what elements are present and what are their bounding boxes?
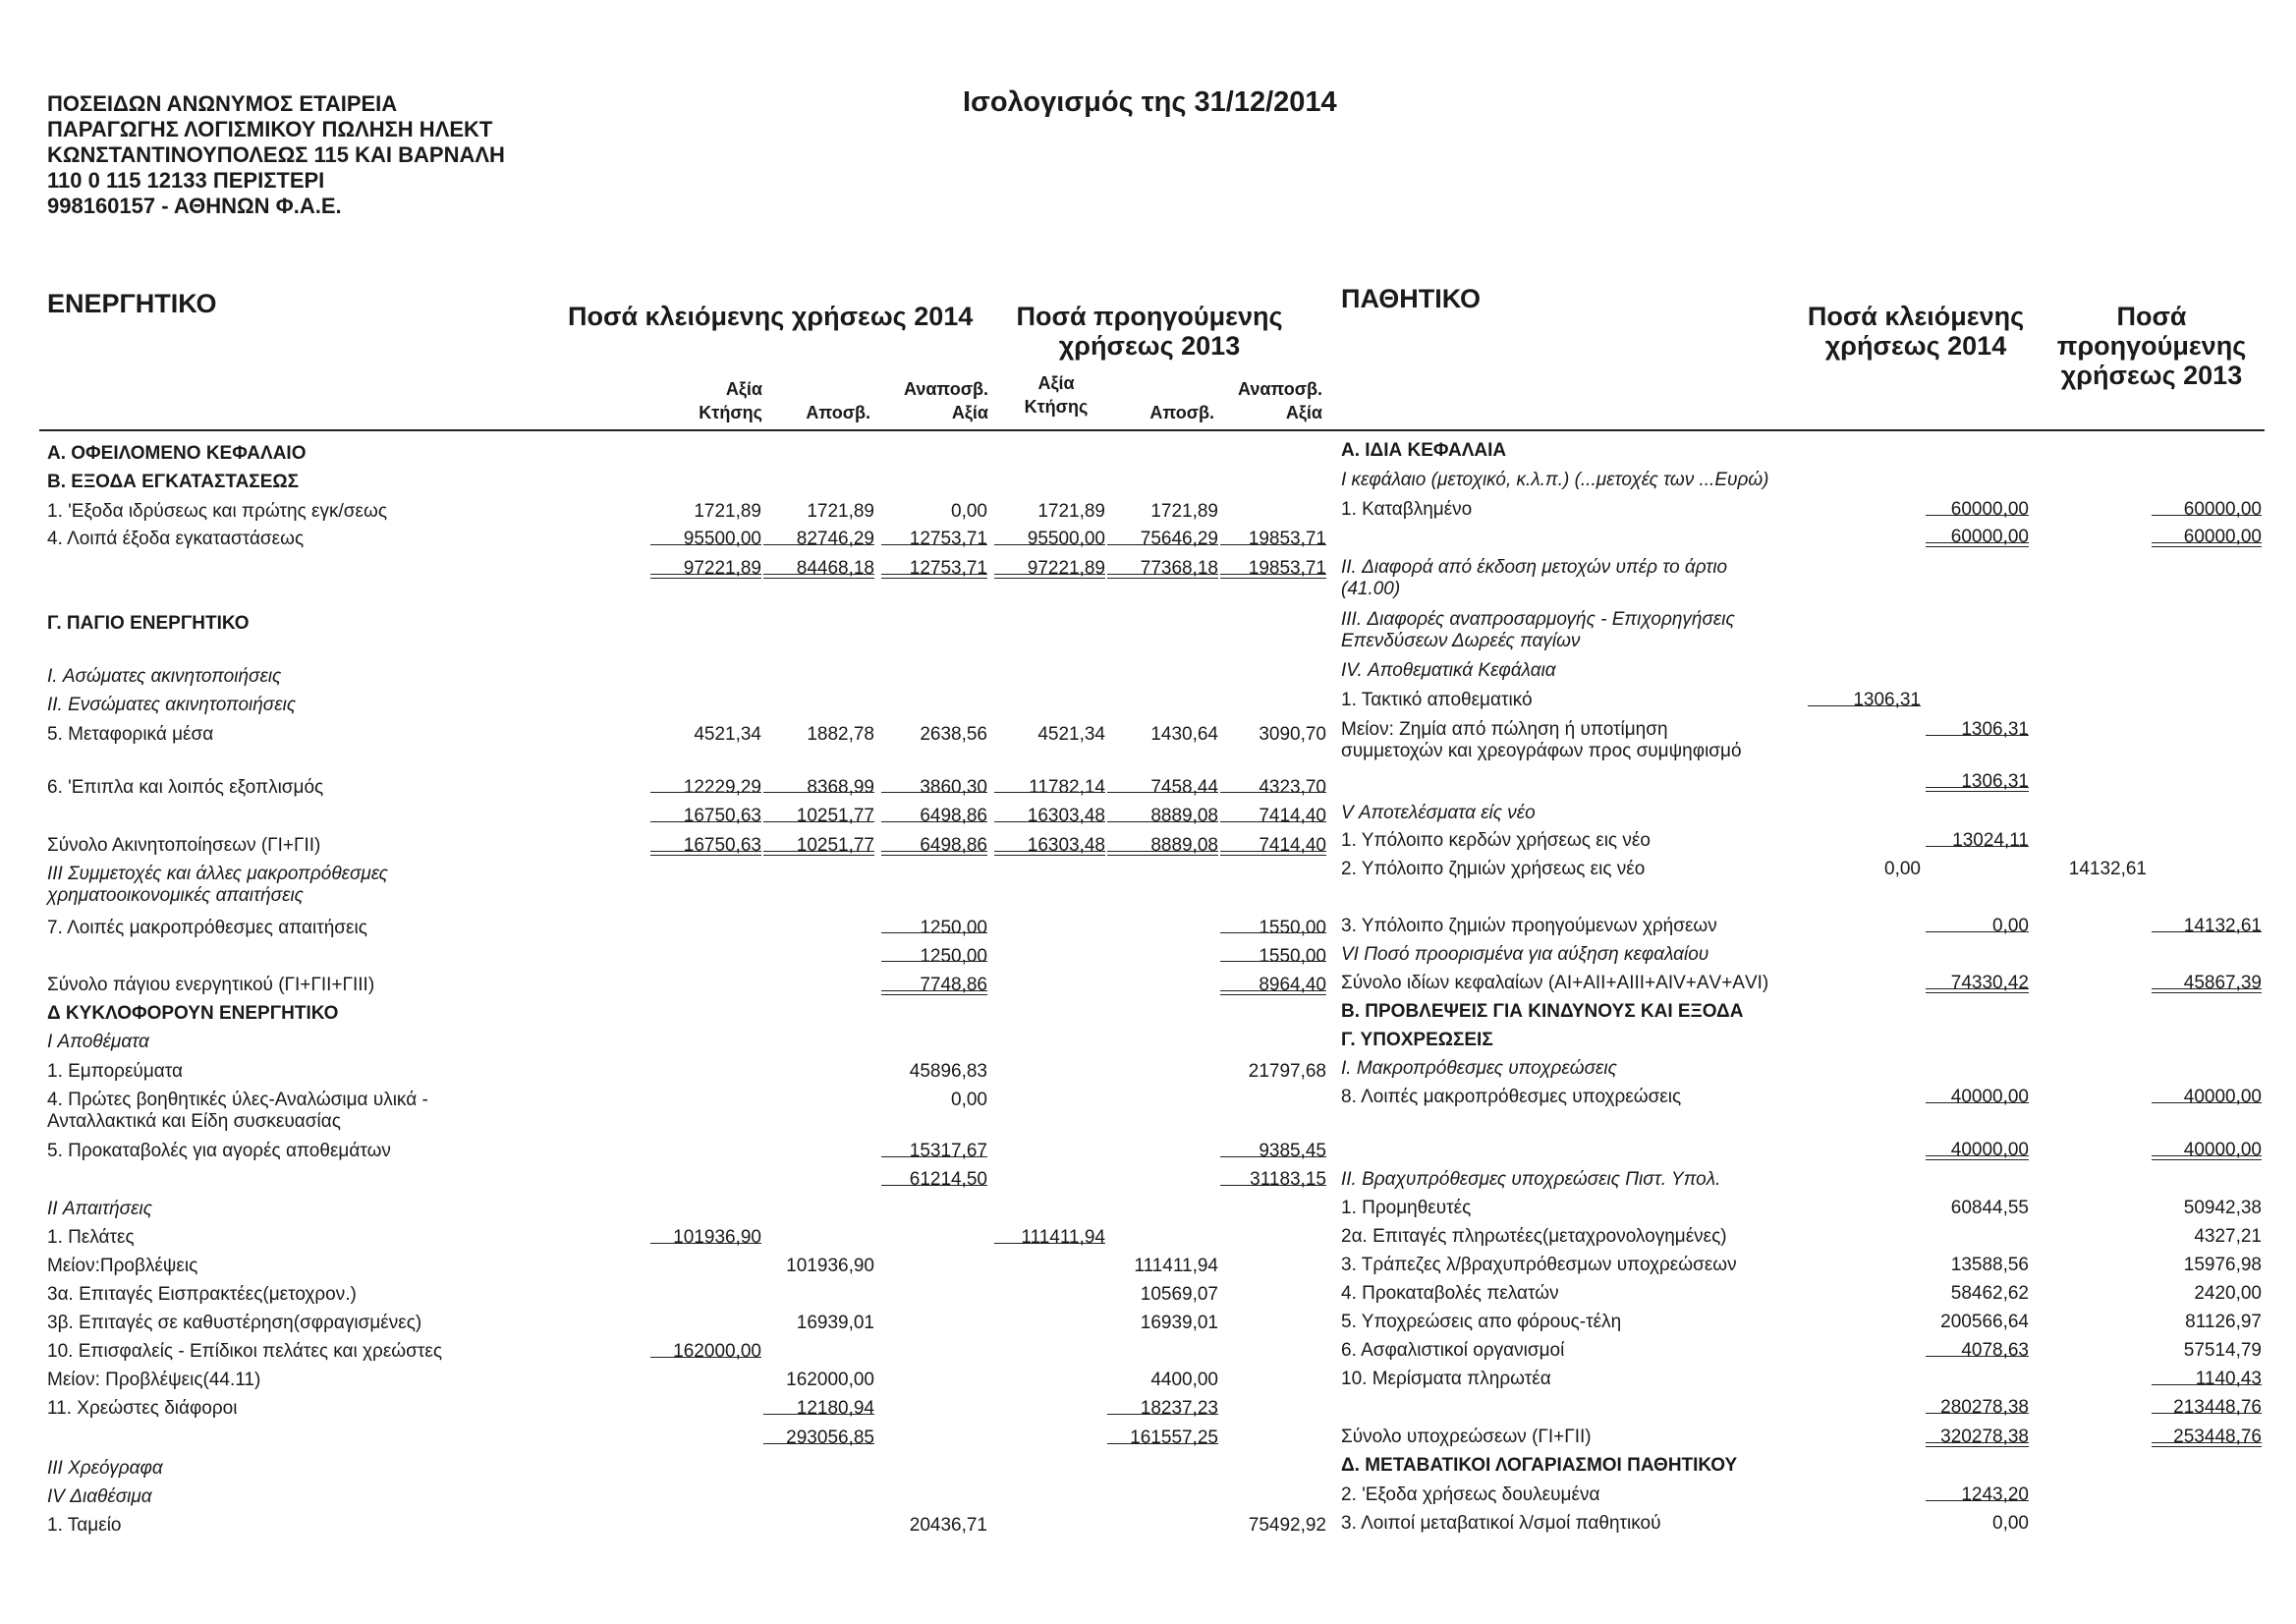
underline-rule xyxy=(1926,1446,2029,1447)
asset-value-c3: 2638,56 xyxy=(920,724,987,745)
underline-rule xyxy=(1926,735,2029,736)
underline-rule xyxy=(1107,574,1218,575)
underline-rule xyxy=(763,1443,874,1444)
asset-value-c5: 1721,89 xyxy=(1150,501,1218,522)
asset-row-label: 1. 'Εξοδα ιδρύσεως και πρώτης εγκ/σεως xyxy=(47,501,387,522)
liability-row-label: IV. Αποθεματικά Κεφάλαια xyxy=(1341,660,1556,681)
asset-value-c6: 31183,15 xyxy=(1250,1169,1326,1190)
company-tax-id: 998160157 - ΑΘΗΝΩΝ Φ.Α.Ε. xyxy=(47,194,342,218)
asset-row-label: 10. Επισφαλείς - Επίδικοι πελάτες και χρεώστες xyxy=(47,1341,442,1362)
asset-value-c5: 10569,07 xyxy=(1140,1284,1218,1305)
underline-rule xyxy=(650,821,761,822)
liability-value-c2: 60000,00 xyxy=(1950,527,2029,547)
underline-rule xyxy=(1220,855,1326,856)
underline-rule xyxy=(1220,994,1326,995)
company-postal: 110 0 115 12133 ΠΕΡΙΣΤΕΡΙ xyxy=(47,168,325,193)
liability-row-label: 2. Υπόλοιπο ζημιών χρήσεως εις νέο xyxy=(1341,859,1646,879)
underline-rule xyxy=(1107,1414,1218,1415)
underline-rule xyxy=(650,855,761,856)
asset-value-c6: 7414,40 xyxy=(1259,835,1326,856)
col-header-aposv-2013: Αποσβ. xyxy=(1149,403,1214,422)
underline-rule xyxy=(2152,988,2262,989)
liability-row-label: Γ. ΥΠΟΧΡΕΩΣΕΙΣ xyxy=(1341,1030,1493,1050)
asset-value-c5: 8889,08 xyxy=(1150,835,1218,856)
asset-row-label: 4. Λοιπά έξοδα εγκαταστάσεως xyxy=(47,529,305,549)
liability-row-label: Ι κεφάλαιο (μετοχικό, κ.λ.π.) (...μετοχές των ...Ευρώ) xyxy=(1341,470,1769,490)
underline-rule xyxy=(1220,792,1326,793)
col-header-anapos-2013-b: Αξία xyxy=(1285,403,1322,422)
liab-current-year-header-line1: Ποσά κλειόμενης xyxy=(1807,302,2025,331)
underline-rule xyxy=(994,792,1105,793)
underline-rule xyxy=(1220,1156,1326,1157)
col-header-ktisis-2014-b: Κτήσης xyxy=(699,403,762,422)
asset-value-c1: 12229,29 xyxy=(683,777,761,798)
underline-rule xyxy=(763,792,874,793)
asset-value-c6: 8964,40 xyxy=(1259,975,1326,995)
liability-row-label: 1. Υπόλοιπο κερδών χρήσεως εις νέο xyxy=(1341,830,1651,851)
liability-row-label: 2α. Επιταγές πληρωτέες(μεταχρονολογημένες) xyxy=(1341,1226,1727,1247)
asset-row-label: χρηματοοικονομικές απαιτήσεις xyxy=(47,885,304,906)
asset-value-c1: 16750,63 xyxy=(683,835,761,856)
asset-row-label: Δ ΚΥΚΛΟΦΟΡΟΥΝ ΕΝΕΡΓΗΤΙΚΟ xyxy=(47,1003,339,1024)
header-divider xyxy=(39,429,2265,431)
asset-value-c6: 19853,71 xyxy=(1248,558,1326,579)
asset-value-c3: 1250,00 xyxy=(920,946,987,967)
underline-rule xyxy=(1107,792,1218,793)
asset-value-c3: 3860,30 xyxy=(920,777,987,798)
liability-value-c2: 40000,00 xyxy=(1950,1087,2029,1107)
col-header-ktisis-2013-b: Κτήσης xyxy=(1024,397,1089,417)
underline-rule xyxy=(881,578,987,579)
liab-prev-year-header-line3: χρήσεως 2013 xyxy=(2060,361,2243,390)
underline-rule xyxy=(1926,988,2029,989)
liability-row-label: Σύνολο ιδίων κεφαλαίων (ΑΙ+ΑΙΙ+ΑΙΙΙ+ΑΙV+ΑV+ΑVΙ) xyxy=(1341,973,1769,993)
asset-row-label: III Συμμετοχές και άλλες μακροπρόθεσμες xyxy=(47,864,388,884)
underline-rule xyxy=(650,574,761,575)
underline-rule xyxy=(2152,931,2262,932)
asset-value-c5: 16939,01 xyxy=(1140,1313,1218,1333)
liab-current-year-header-line2: χρήσεως 2014 xyxy=(1824,331,2007,361)
underline-rule xyxy=(1220,574,1326,575)
asset-value-c4: 95500,00 xyxy=(1027,529,1105,549)
asset-row-label: III Χρεόγραφα xyxy=(47,1458,163,1479)
asset-row-label: 11. Χρεώστες διάφοροι xyxy=(47,1398,238,1419)
col-header-ktisis-2014: Αξία xyxy=(725,379,762,399)
liability-value-c1: 1306,31 xyxy=(1853,690,1921,710)
underline-rule xyxy=(1220,851,1326,852)
underline-rule xyxy=(2152,1384,2262,1385)
asset-value-c1: 4521,34 xyxy=(694,724,761,745)
liability-row-label: (41.00) xyxy=(1341,579,1401,599)
asset-value-c4: 4521,34 xyxy=(1037,724,1105,745)
liability-value-c2: 40000,00 xyxy=(1950,1140,2029,1160)
underline-rule xyxy=(1220,821,1326,822)
liability-row-label: II. Βραχυπρόθεσμες υποχρεώσεις Πιστ. Υπολ. xyxy=(1341,1169,1721,1190)
asset-row-label: I Αποθέματα xyxy=(47,1032,149,1052)
underline-rule xyxy=(1220,544,1326,545)
asset-value-c1: 16750,63 xyxy=(683,806,761,826)
asset-value-c3: 45896,83 xyxy=(909,1061,987,1082)
underline-rule xyxy=(763,821,874,822)
liability-row-label: 3. Υπόλοιπο ζημιών προηγούμενων χρήσεων xyxy=(1341,916,1717,936)
liab-prev-year-header-line1: Ποσά xyxy=(2116,302,2187,331)
liability-value-c2: 58462,62 xyxy=(1950,1283,2029,1304)
underline-rule xyxy=(650,1243,761,1244)
asset-row-label: 3α. Επιταγές Εισπρακτέες(μετοχρον.) xyxy=(47,1284,357,1305)
assets-current-year-header: Ποσά κλειόμενης χρήσεως 2014 xyxy=(568,302,974,331)
underline-rule xyxy=(650,544,761,545)
liability-row-label: V Αποτελέσματα είς νέο xyxy=(1341,803,1536,823)
underline-rule xyxy=(1107,1443,1218,1444)
liability-value-c2: 280278,38 xyxy=(1940,1397,2029,1418)
asset-value-c6: 75492,92 xyxy=(1248,1515,1326,1536)
liability-row-label: III. Διαφορές αναπροσαρμογής - Επιχορηγήσεις xyxy=(1341,609,1735,630)
asset-row-label: 6. 'Επιπλα και λοιπός εξοπλισμός xyxy=(47,777,324,798)
liability-row-label: Α. ΙΔΙΑ ΚΕΦΑΛΑΙΑ xyxy=(1341,440,1507,461)
underline-rule xyxy=(1926,515,2029,516)
liability-value-c4: 40000,00 xyxy=(2183,1140,2262,1160)
company-activity: ΠΑΡΑΓΩΓΗΣ ΛΟΓΙΣΜΙΚΟΥ ΠΩΛΗΣΗ ΗΛΕΚΤ xyxy=(47,117,493,141)
liability-row-label: 1. Τακτικό αποθεματικό xyxy=(1341,690,1533,710)
asset-row-label: 1. Πελάτες xyxy=(47,1227,135,1248)
asset-value-c3: 6498,86 xyxy=(920,806,987,826)
asset-row-label: Μείον:Προβλέψεις xyxy=(47,1256,198,1276)
underline-rule xyxy=(1926,542,2029,543)
liability-row-label: VI Ποσό προορισμένα για αύξηση κεφαλαίου xyxy=(1341,944,1709,965)
underline-rule xyxy=(763,851,874,852)
liability-value-c3: 14132,61 xyxy=(2068,859,2147,879)
col-header-anapos-2013: Αναποσβ. xyxy=(1238,379,1322,399)
underline-rule xyxy=(2152,1102,2262,1103)
asset-row-label: Γ. ΠΑΓΙΟ ΕΝΕΡΓΗΤΙΚΟ xyxy=(47,613,250,634)
underline-rule xyxy=(763,855,874,856)
asset-value-c5: 1430,64 xyxy=(1150,724,1218,745)
asset-value-c3: 20436,71 xyxy=(909,1515,987,1536)
assets-prev-year-header-line2: χρήσεως 2013 xyxy=(1058,331,1241,361)
asset-value-c4: 16303,48 xyxy=(1027,806,1105,826)
liability-value-c2: 60844,55 xyxy=(1950,1198,2029,1218)
asset-value-c1: 101936,90 xyxy=(673,1227,761,1248)
asset-value-c2: 10251,77 xyxy=(796,806,874,826)
asset-value-c5: 4400,00 xyxy=(1150,1370,1218,1390)
liability-value-c4: 2420,00 xyxy=(2194,1283,2262,1304)
underline-rule xyxy=(763,574,874,575)
asset-value-c6: 21797,68 xyxy=(1248,1061,1326,1082)
liability-row-label: Μείον: Ζημία από πώληση ή υποτίμηση xyxy=(1341,719,1668,740)
asset-value-c1: 97221,89 xyxy=(683,558,761,579)
underline-rule xyxy=(2152,1446,2262,1447)
asset-value-c1: 1721,89 xyxy=(694,501,761,522)
asset-value-c5: 7458,44 xyxy=(1150,777,1218,798)
underline-rule xyxy=(994,1243,1105,1244)
asset-value-c6: 3090,70 xyxy=(1259,724,1326,745)
underline-rule xyxy=(763,1414,874,1415)
liability-value-c2: 320278,38 xyxy=(1940,1427,2029,1447)
liability-value-c2: 1243,20 xyxy=(1961,1484,2029,1505)
asset-value-c6: 19853,71 xyxy=(1248,529,1326,549)
underline-rule xyxy=(1808,705,1921,706)
asset-value-c3: 12753,71 xyxy=(909,558,987,579)
asset-value-c3: 6498,86 xyxy=(920,835,987,856)
underline-rule xyxy=(1926,546,2029,547)
underline-rule xyxy=(1220,990,1326,991)
asset-value-c2: 101936,90 xyxy=(786,1256,874,1276)
asset-value-c6: 1550,00 xyxy=(1259,946,1326,967)
underline-rule xyxy=(881,994,987,995)
underline-rule xyxy=(1926,1500,2029,1501)
asset-value-c4: 11782,14 xyxy=(1029,777,1105,798)
liability-row-label: 4. Προκαταβολές πελατών xyxy=(1341,1283,1559,1304)
underline-rule xyxy=(881,990,987,991)
liability-row-label: I. Μακροπρόθεσμες υποχρεώσεις xyxy=(1341,1058,1617,1079)
underline-rule xyxy=(2152,1159,2262,1160)
asset-row-label: IV Διαθέσιμα xyxy=(47,1486,152,1507)
liabilities-title: ΠΑΘΗΤΙΚΟ xyxy=(1341,284,1482,313)
liability-row-label: Επενδύσεων Δωρεές παγίων xyxy=(1341,631,1581,651)
underline-rule xyxy=(881,792,987,793)
liability-value-c2: 200566,64 xyxy=(1940,1312,2029,1332)
asset-value-c3: 0,00 xyxy=(951,501,987,522)
asset-value-c2: 1882,78 xyxy=(807,724,874,745)
liability-row-label: 2. 'Εξοδα χρήσεως δουλευμένα xyxy=(1341,1484,1600,1505)
underline-rule xyxy=(881,1156,987,1157)
asset-value-c3: 12753,71 xyxy=(909,529,987,549)
document-title: Ισολογισμός της 31/12/2014 xyxy=(963,86,1337,118)
liability-value-c2: 4078,63 xyxy=(1961,1340,2029,1361)
underline-rule xyxy=(881,851,987,852)
asset-value-c2: 1721,89 xyxy=(807,501,874,522)
company-address: ΚΩΝΣΤΑΝΤΙΝΟΥΠΟΛΕΩΣ 115 ΚΑΙ ΒΑΡΝΑΛΗ xyxy=(47,142,505,167)
asset-row-label: Μείον: Προβλέψεις(44.11) xyxy=(47,1370,261,1390)
asset-value-c6: 7414,40 xyxy=(1259,806,1326,826)
asset-row-label: Σύνολο πάγιου ενεργητικού (ΓΙ+ΓΙΙ+ΓΙΙΙ) xyxy=(47,975,375,995)
liability-row-label: 3. Λοιποί μεταβατικοί λ/σμοί παθητικού xyxy=(1341,1513,1661,1534)
asset-value-c3: 15317,67 xyxy=(909,1141,987,1161)
liability-row-label: 6. Ασφαλιστικοί οργανισμοί xyxy=(1341,1340,1565,1361)
underline-rule xyxy=(881,821,987,822)
liability-value-c2: 0,00 xyxy=(1992,916,2029,936)
underline-rule xyxy=(1926,992,2029,993)
underline-rule xyxy=(1926,1413,2029,1414)
asset-value-c3: 0,00 xyxy=(951,1090,987,1110)
liability-row-label: συμμετοχών και χρεογράφων προς συμψηφισμό xyxy=(1341,741,1742,761)
liability-row-label: II. Διαφορά από έκδοση μετοχών υπέρ το άρτιο xyxy=(1341,557,1728,578)
underline-rule xyxy=(1220,578,1326,579)
liability-row-label: 8. Λοιπές μακροπρόθεσμες υποχρεώσεις xyxy=(1341,1087,1682,1107)
asset-value-c2: 16939,01 xyxy=(796,1313,874,1333)
asset-value-c5: 77368,18 xyxy=(1140,558,1218,579)
underline-rule xyxy=(1926,931,2029,932)
liability-value-c4: 81126,97 xyxy=(2185,1312,2262,1332)
underline-rule xyxy=(2152,542,2262,543)
underline-rule xyxy=(2152,546,2262,547)
underline-rule xyxy=(1220,1185,1326,1186)
asset-value-c3: 1250,00 xyxy=(920,918,987,938)
asset-value-c2: 84468,18 xyxy=(796,558,874,579)
asset-value-c4: 1721,89 xyxy=(1037,501,1105,522)
liability-value-c4: 60000,00 xyxy=(2183,527,2262,547)
asset-value-c4: 97221,89 xyxy=(1027,558,1105,579)
liability-value-c2: 60000,00 xyxy=(1950,499,2029,520)
col-header-ktisis-2013: Αξία xyxy=(1037,373,1075,393)
asset-value-c5: 8889,08 xyxy=(1150,806,1218,826)
asset-value-c5: 18237,23 xyxy=(1140,1398,1218,1419)
liability-value-c4: 4327,21 xyxy=(2194,1226,2262,1247)
underline-rule xyxy=(1107,544,1218,545)
liability-value-c4: 50942,38 xyxy=(2183,1198,2262,1218)
asset-value-c2: 12180,94 xyxy=(796,1398,874,1419)
underline-rule xyxy=(2152,1442,2262,1443)
asset-value-c6: 9385,45 xyxy=(1259,1141,1326,1161)
underline-rule xyxy=(650,578,761,579)
asset-value-c2: 8368,99 xyxy=(807,777,874,798)
assets-title: ΕΝΕΡΓΗΤΙΚΟ xyxy=(47,289,217,318)
underline-rule xyxy=(881,1185,987,1186)
underline-rule xyxy=(881,544,987,545)
asset-row-label: 1. Ταμείο xyxy=(47,1515,122,1536)
asset-value-c3: 61214,50 xyxy=(909,1169,987,1190)
underline-rule xyxy=(650,851,761,852)
asset-value-c2: 293056,85 xyxy=(786,1428,874,1448)
liability-value-c4: 14132,61 xyxy=(2183,916,2262,936)
asset-value-c2: 162000,00 xyxy=(786,1370,874,1390)
underline-rule xyxy=(1926,1155,2029,1156)
liability-value-c4: 15976,98 xyxy=(2183,1255,2262,1275)
asset-value-c5: 75646,29 xyxy=(1140,529,1218,549)
asset-value-c5: 161557,25 xyxy=(1130,1428,1218,1448)
asset-value-c1: 162000,00 xyxy=(673,1341,761,1362)
col-header-aposv-2014: Αποσβ. xyxy=(806,403,870,422)
asset-value-c6: 1550,00 xyxy=(1259,918,1326,938)
underline-rule xyxy=(881,932,987,933)
liability-value-c2: 13588,56 xyxy=(1950,1255,2029,1275)
asset-value-c2: 82746,29 xyxy=(796,529,874,549)
asset-row-label: 1. Εμπορεύματα xyxy=(47,1061,183,1082)
underline-rule xyxy=(881,961,987,962)
underline-rule xyxy=(1220,932,1326,933)
asset-row-label: 5. Προκαταβολές για αγορές αποθεμάτων xyxy=(47,1141,391,1161)
asset-row-label: II. Ενσώματες ακινητοποιήσεις xyxy=(47,695,297,715)
underline-rule xyxy=(994,855,1105,856)
underline-rule xyxy=(763,578,874,579)
underline-rule xyxy=(2152,1413,2262,1414)
asset-value-c1: 95500,00 xyxy=(683,529,761,549)
liability-row-label: 10. Μερίσματα πληρωτέα xyxy=(1341,1369,1551,1389)
col-header-anapos-2014: Αναποσβ. xyxy=(904,379,988,399)
underline-rule xyxy=(2152,1155,2262,1156)
asset-row-label: 5. Μεταφορικά μέσα xyxy=(47,724,214,745)
underline-rule xyxy=(1107,851,1218,852)
col-header-anapos-2014-b: Αξία xyxy=(951,403,988,422)
liability-row-label: 1. Καταβλημένο xyxy=(1341,499,1473,520)
underline-rule xyxy=(994,851,1105,852)
liability-value-c4: 45867,39 xyxy=(2183,973,2262,993)
underline-rule xyxy=(2152,992,2262,993)
underline-rule xyxy=(1220,961,1326,962)
liability-value-c2: 1306,31 xyxy=(1961,719,2029,740)
liability-row-label: Β. ΠΡΟΒΛΕΨΕΙΣ ΓΙΑ ΚΙΝΔΥΝΟΥΣ ΚΑΙ ΕΞΟΔΑ xyxy=(1341,1001,1744,1022)
asset-value-c2: 10251,77 xyxy=(796,835,874,856)
asset-row-label: Β. ΕΞΟΔΑ ΕΓΚΑΤΑΣΤΑΣΕΩΣ xyxy=(47,472,300,492)
underline-rule xyxy=(881,574,987,575)
asset-value-c4: 16303,48 xyxy=(1027,835,1105,856)
underline-rule xyxy=(1926,1102,2029,1103)
asset-row-label: 7. Λοιπές μακροπρόθεσμες απαιτήσεις xyxy=(47,918,367,938)
assets-prev-year-header-line1: Ποσά προηγούμενης xyxy=(1016,302,1283,331)
asset-value-c6: 4323,70 xyxy=(1259,777,1326,798)
underline-rule xyxy=(1926,787,2029,788)
underline-rule xyxy=(650,792,761,793)
liability-row-label: Σύνολο υποχρεώσεων (ΓΙ+ΓΙΙ) xyxy=(1341,1427,1592,1447)
liability-value-c2: 0,00 xyxy=(1992,1513,2029,1534)
liability-value-c2: 13024,11 xyxy=(1952,830,2029,851)
underline-rule xyxy=(1107,855,1218,856)
underline-rule xyxy=(994,821,1105,822)
underline-rule xyxy=(1926,1159,2029,1160)
asset-row-label: 4. Πρώτες βοηθητικές ύλες-Αναλώσιμα υλικά - xyxy=(47,1090,428,1110)
asset-row-label: 3β. Επιταγές σε καθυστέρηση(σφραγισμένες) xyxy=(47,1313,422,1333)
liability-value-c4: 60000,00 xyxy=(2183,499,2262,520)
underline-rule xyxy=(994,578,1105,579)
asset-row-label: Σύνολο Ακινητοποίησεων (ΓΙ+ΓΙΙ) xyxy=(47,835,321,856)
liability-row-label: 3. Τράπεζες λ/βραχυπρόθεσμων υποχρεώσεων xyxy=(1341,1255,1737,1275)
liability-value-c4: 213448,76 xyxy=(2173,1397,2262,1418)
underline-rule xyxy=(881,855,987,856)
underline-rule xyxy=(1926,1442,2029,1443)
underline-rule xyxy=(1926,791,2029,792)
liability-value-c1: 0,00 xyxy=(1884,859,1921,879)
liability-row-label: 5. Υποχρεώσεις απο φόρους-τέλη xyxy=(1341,1312,1622,1332)
underline-rule xyxy=(1926,846,2029,847)
underline-rule xyxy=(1107,821,1218,822)
underline-rule xyxy=(994,544,1105,545)
asset-row-label: Α. ΟΦΕΙΛΟΜΕΝΟ ΚΕΦΑΛΑΙΟ xyxy=(47,443,307,464)
liability-row-label: Δ. ΜΕΤΑΒΑΤΙΚΟΙ ΛΟΓΑΡΙΑΣΜΟΙ ΠΑΘΗΤΙΚΟΥ xyxy=(1341,1455,1738,1476)
company-name: ΠΟΣΕΙΔΩΝ ΑΝΩΝΥΜΟΣ ΕΤΑΙΡΕΙΑ xyxy=(47,91,398,116)
underline-rule xyxy=(763,544,874,545)
liability-value-c2: 1306,31 xyxy=(1961,771,2029,792)
liability-value-c4: 40000,00 xyxy=(2183,1087,2262,1107)
asset-value-c5: 111411,94 xyxy=(1134,1256,1218,1276)
underline-rule xyxy=(994,574,1105,575)
asset-row-label: Ανταλλακτικά και Είδη συσκευασίας xyxy=(47,1111,341,1132)
asset-row-label: II Απαιτήσεις xyxy=(47,1199,152,1219)
liab-prev-year-header-line2: προηγούμενης xyxy=(2056,331,2247,361)
liability-value-c4: 1140,43 xyxy=(2195,1369,2262,1389)
underline-rule xyxy=(2152,515,2262,516)
liability-row-label: 1. Προμηθευτές xyxy=(1341,1198,1472,1218)
underline-rule xyxy=(1107,578,1218,579)
liability-value-c2: 74330,42 xyxy=(1950,973,2029,993)
underline-rule xyxy=(650,1357,761,1358)
asset-value-c3: 7748,86 xyxy=(920,975,987,995)
asset-row-label: I. Ασώματες ακινητοποιήσεις xyxy=(47,666,282,687)
liability-value-c4: 57514,79 xyxy=(2183,1340,2262,1361)
asset-value-c4: 111411,94 xyxy=(1021,1227,1105,1248)
liability-value-c4: 253448,76 xyxy=(2173,1427,2262,1447)
underline-rule xyxy=(1926,1356,2029,1357)
